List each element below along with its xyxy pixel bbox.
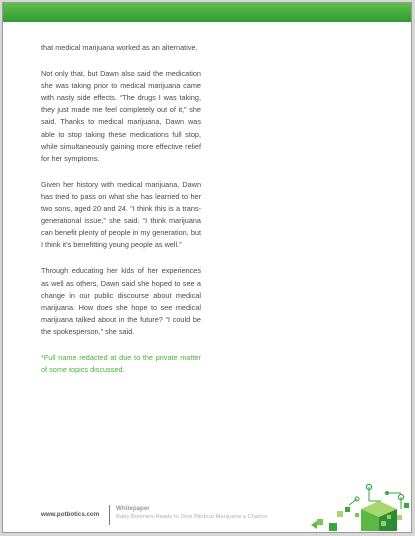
paragraph: Through educating her kids of her experiences as well as others, Dawn said she hoped to see a change in our public discourse about medical marijuana. How does she hope to see medical marijuana talked about in the future? “I could be the spokesperson,” she said.: [41, 266, 201, 336]
paragraph: Not only that, but Dawn also said the medication she was taking prior to medical marijuana came with nasty side effects. “The drugs I was taking, they just made me feel completely out of it,” she said. Thanks to medical marijuana, Dawn was able to stop taking these medications full stop, while simultaneously gaining more effective relief for her symptoms.: [41, 69, 201, 163]
circuit-cube-logo-icon: [309, 479, 409, 531]
footer-doc-type: Whitepaper: [116, 505, 150, 512]
footnote: *Full name redacted at due to the private matter of some topics discussed.: [41, 352, 201, 375]
footer-website-link[interactable]: www.potbotics.com: [41, 511, 100, 518]
paragraph: that medical marijuana worked as an alternative.: [41, 43, 198, 52]
footer-divider: [109, 505, 110, 525]
paragraph: Given her history with medical marijuana, Dawn has tried to pass on what she has learned to her two sons, aged 20 and 24. “I think this is a trans-generational issue,” she said. “I think marijuana can benefit plenty of people in my generation, but I think it’s benefitting young people as well.”: [41, 179, 201, 250]
header-bar: [3, 3, 411, 22]
footer-doc-title: Baby Boomers Ready to Give Medical Marijuana a Chance: [116, 514, 268, 520]
article-body: [41, 42, 201, 390]
document-page: [2, 2, 412, 533]
